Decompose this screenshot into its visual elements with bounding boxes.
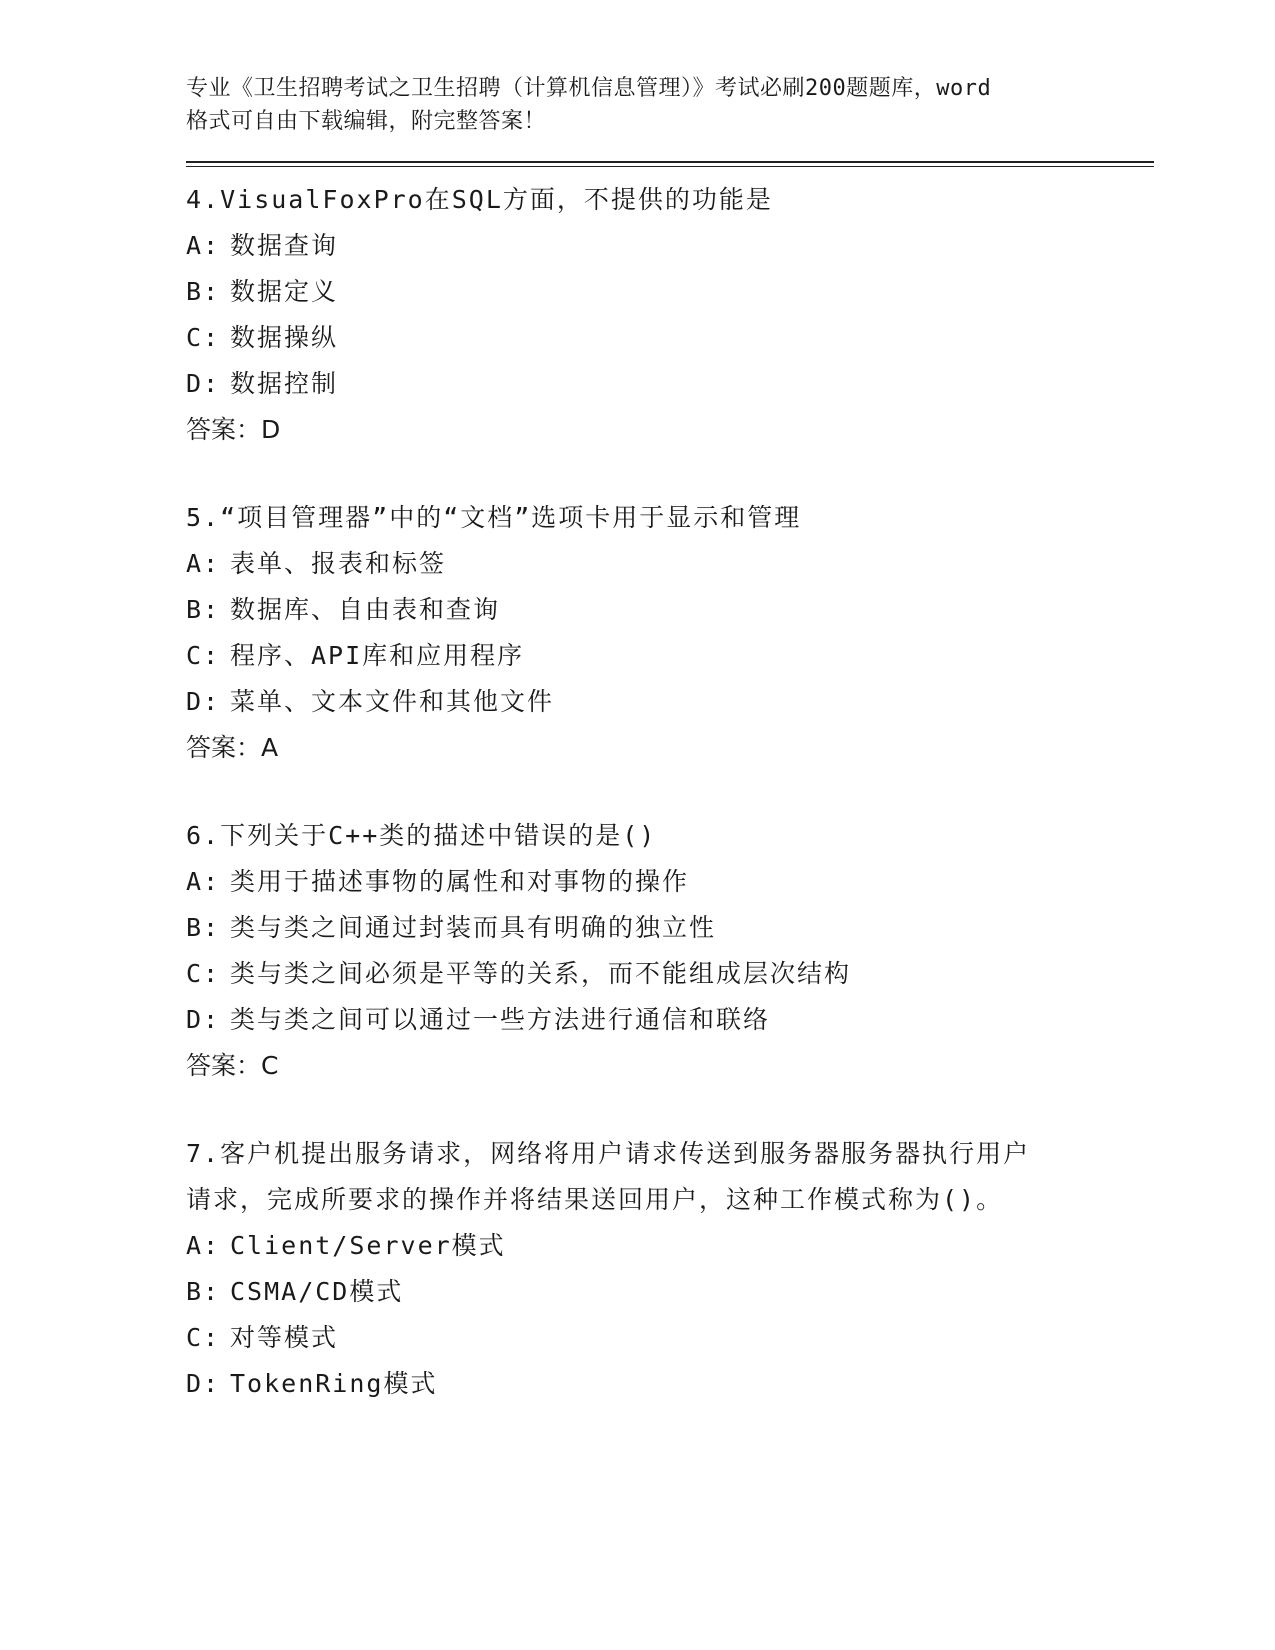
option-label: C: [186, 1323, 221, 1352]
option-b [186, 269, 1156, 315]
option-label: C: [186, 323, 221, 352]
option-label: D: [186, 1005, 221, 1034]
header-divider [186, 161, 1154, 167]
option-a [186, 541, 1156, 587]
option-text: 类用于描述事物的属性和对事物的操作 [230, 867, 690, 896]
option-label: C: [186, 641, 221, 670]
option-text: Client/Server模式 [230, 1231, 506, 1260]
option-text: 数据控制 [230, 369, 339, 398]
option-text: 数据定义 [230, 277, 339, 306]
answer-text: 答案：A [186, 733, 279, 762]
question-text: 4.VisualFoxPro在SQL方面，不提供的功能是 [186, 185, 773, 214]
document-header [186, 72, 1156, 138]
option-d [186, 1361, 1156, 1407]
option-text: 菜单、文本文件和其他文件 [230, 687, 555, 716]
option-label: D: [186, 687, 221, 716]
option-d [186, 997, 1156, 1043]
answer-text: 答案：C [186, 1051, 279, 1080]
header-line-1: 专业《卫生招聘考试之卫生招聘（计算机信息管理）》考试必刷200题题库，word [186, 76, 992, 101]
option-text: 类与类之间可以通过一些方法进行通信和联络 [230, 1005, 771, 1034]
question-item [186, 495, 1156, 771]
option-text: 数据操纵 [230, 323, 339, 352]
option-b [186, 905, 1156, 951]
option-a [186, 859, 1156, 905]
question-text: 7.客户机提出服务请求，网络将用户请求传送到服务器服务器执行用户请求，完成所要求的操作并将结果送回用户，这种工作模式称为()。 [186, 1139, 1031, 1214]
option-text: CSMA/CD模式 [230, 1277, 404, 1306]
option-label: C: [186, 959, 221, 988]
option-label: B: [186, 595, 221, 624]
question-item [186, 813, 1156, 1089]
option-a [186, 223, 1156, 269]
option-text: 数据库、自由表和查询 [230, 595, 501, 624]
option-c [186, 951, 1156, 997]
option-label: B: [186, 1277, 221, 1306]
header-line-2: 格式可自由下载编辑，附完整答案！ [186, 109, 547, 134]
option-label: A: [186, 231, 221, 260]
option-a [186, 1223, 1156, 1269]
option-c [186, 633, 1156, 679]
option-label: A: [186, 867, 221, 896]
question-text: 5.“项目管理器”中的“文档”选项卡用于显示和管理 [186, 503, 802, 532]
question-item [186, 1131, 1156, 1407]
option-c [186, 315, 1156, 361]
option-b [186, 1269, 1156, 1315]
option-label: D: [186, 1369, 221, 1398]
option-b [186, 587, 1156, 633]
option-d [186, 679, 1156, 725]
option-label: B: [186, 913, 221, 942]
option-text: TokenRing模式 [230, 1369, 438, 1398]
option-label: B: [186, 277, 221, 306]
option-label: D: [186, 369, 221, 398]
option-text: 表单、报表和标签 [230, 549, 447, 578]
option-label: A: [186, 1231, 221, 1260]
question-text: 6.下列关于C++类的描述中错误的是() [186, 821, 657, 850]
option-d [186, 361, 1156, 407]
option-text: 对等模式 [230, 1323, 339, 1352]
document-page [186, 72, 1156, 1449]
option-text: 程序、API库和应用程序 [230, 641, 525, 670]
option-text: 数据查询 [230, 231, 339, 260]
option-text: 类与类之间必须是平等的关系，而不能组成层次结构 [230, 959, 852, 988]
option-text: 类与类之间通过封装而具有明确的独立性 [230, 913, 717, 942]
question-item [186, 177, 1156, 453]
option-label: A: [186, 549, 221, 578]
option-c [186, 1315, 1156, 1361]
question-list [186, 177, 1156, 1407]
answer-text: 答案：D [186, 415, 281, 444]
